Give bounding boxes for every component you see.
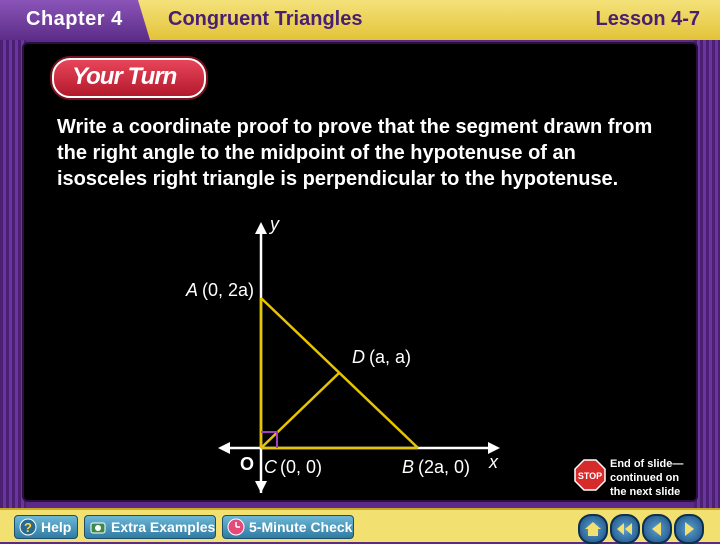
problem-prompt: Write a coordinate proof to prove that the segment drawn from the right angle to the midpoint of the hypotenuse of an isosceles right triangle is perpendicular to the hypotenuse. <box>57 116 653 190</box>
x-axis-arrow-left-icon <box>218 442 230 454</box>
home-icon <box>580 516 606 542</box>
chapter-title: Congruent Triangles <box>168 8 363 30</box>
point-c-label: C <box>264 457 277 477</box>
arrow-left-icon <box>644 516 670 542</box>
rewind-icon <box>612 516 638 542</box>
point-a-label: A <box>186 280 199 300</box>
help-label: Help <box>41 519 72 535</box>
footer-bar <box>0 508 720 542</box>
point-b-label: B <box>402 457 415 477</box>
arrow-right-icon <box>676 516 702 542</box>
point-a-coords: (0, 2a) <box>202 280 255 300</box>
point-b-coords: (2a, 0) <box>418 457 471 477</box>
y-axis-arrow-down-icon <box>255 481 267 493</box>
lesson-label: Lesson 4-7 <box>595 8 700 30</box>
your-turn-banner <box>52 58 206 98</box>
header-bar <box>0 0 720 40</box>
extra-examples-button[interactable] <box>84 515 216 539</box>
y-axis-label: y <box>270 218 279 234</box>
question-icon <box>19 518 37 536</box>
left-border <box>0 40 26 510</box>
stop-sign-label: STOP <box>577 471 603 481</box>
help-button[interactable] <box>14 515 78 539</box>
segment-cd <box>261 373 339 448</box>
point-d-label: D <box>352 347 365 367</box>
clock-icon <box>227 518 245 536</box>
end-of-slide-line2: continued on <box>610 472 680 484</box>
point-d-coords: (a, a) <box>369 347 412 367</box>
five-minute-check-button[interactable] <box>222 515 354 539</box>
your-turn-label: Your Turn <box>72 63 177 90</box>
point-c-coords: (0, 0) <box>280 457 323 477</box>
extra-examples-label: Extra Examples <box>111 519 216 535</box>
coordinate-figure <box>180 218 510 500</box>
end-of-slide-line3: the next slide <box>610 486 681 498</box>
end-of-slide-text <box>610 457 683 499</box>
origin-label: O <box>240 454 255 474</box>
examples-icon <box>89 518 107 536</box>
y-axis-arrow-icon <box>255 222 267 234</box>
svg-text:?: ? <box>24 520 32 535</box>
five-minute-check-label: 5-Minute Check <box>249 519 353 535</box>
stop-sign-icon <box>574 459 606 491</box>
chapter-label: Chapter 4 <box>26 8 123 30</box>
end-of-slide-line1: End of slide— <box>610 458 684 470</box>
end-of-slide-notice <box>574 457 704 501</box>
x-axis-label: x <box>489 452 498 472</box>
right-border <box>694 40 720 510</box>
